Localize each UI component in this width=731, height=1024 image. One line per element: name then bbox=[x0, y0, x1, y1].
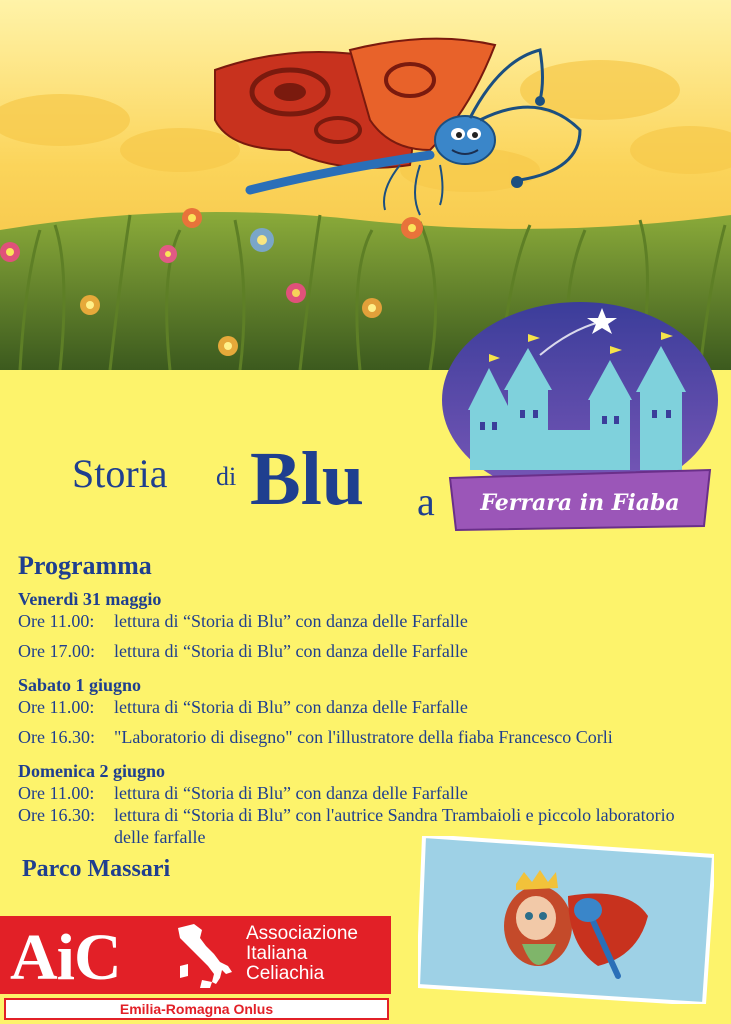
aic-name-line: Celiachia bbox=[246, 963, 325, 984]
castle-icon bbox=[440, 300, 720, 535]
event-time: Ore 16.30: bbox=[18, 805, 95, 825]
girl-with-butterfly-illustration bbox=[418, 836, 714, 1004]
day-block bbox=[18, 760, 730, 848]
event-time: Ore 11.00: bbox=[18, 611, 95, 631]
event-time: Ore 11.00: bbox=[18, 697, 95, 717]
aic-banner bbox=[0, 916, 391, 994]
list-item bbox=[18, 782, 730, 804]
title-storia: Storia bbox=[72, 451, 168, 496]
aic-name-line: Italiana bbox=[246, 943, 308, 964]
title-blu: Blu bbox=[250, 437, 365, 521]
event-time: Ore 17.00: bbox=[18, 641, 95, 661]
day-block bbox=[18, 674, 730, 748]
ferrara-in-fiaba-logo bbox=[440, 300, 720, 535]
event-description: lettura di “Storia di Blu” con danza delle Farfalle bbox=[114, 641, 468, 661]
day-title: Domenica 2 giugno bbox=[18, 761, 166, 781]
day-block bbox=[18, 588, 730, 662]
aic-full-name bbox=[246, 924, 358, 984]
event-time: Ore 16.30: bbox=[18, 727, 95, 747]
italy-map-icon bbox=[172, 922, 236, 992]
title-di: di bbox=[216, 462, 237, 491]
list-item bbox=[18, 696, 730, 718]
program-section bbox=[18, 548, 730, 848]
aic-letters: AiC bbox=[10, 921, 121, 994]
venue-name: Parco Massari bbox=[22, 856, 171, 882]
title-a: a bbox=[417, 479, 435, 524]
event-description: lettura di “Storia di Blu” con l'autrice Sandra Trambaioli e piccolo laboratorio delle farfalle bbox=[114, 805, 675, 847]
illustration-photo bbox=[418, 836, 714, 1004]
event-description: "Laboratorio di disegno" con l'illustratore della fiaba Francesco Corli bbox=[114, 727, 613, 747]
program-heading: Programma bbox=[18, 551, 152, 580]
aic-logo bbox=[0, 916, 391, 1020]
day-title: Venerdì 31 maggio bbox=[18, 589, 162, 609]
aic-region: Emilia-Romagna Onlus bbox=[4, 998, 389, 1020]
list-item bbox=[18, 640, 730, 662]
page-title bbox=[72, 437, 452, 530]
list-item bbox=[18, 610, 730, 632]
aic-name-line: Associazione bbox=[246, 923, 358, 944]
list-item bbox=[18, 726, 730, 748]
event-description: lettura di “Storia di Blu” con danza delle Farfalle bbox=[114, 783, 468, 803]
logo-text: Ferrara in Fiaba bbox=[480, 490, 680, 516]
event-description: lettura di “Storia di Blu” con danza delle Farfalle bbox=[114, 611, 468, 631]
event-time: Ore 11.00: bbox=[18, 783, 95, 803]
day-title: Sabato 1 giugno bbox=[18, 675, 142, 695]
event-description: lettura di “Storia di Blu” con danza delle Farfalle bbox=[114, 697, 468, 717]
